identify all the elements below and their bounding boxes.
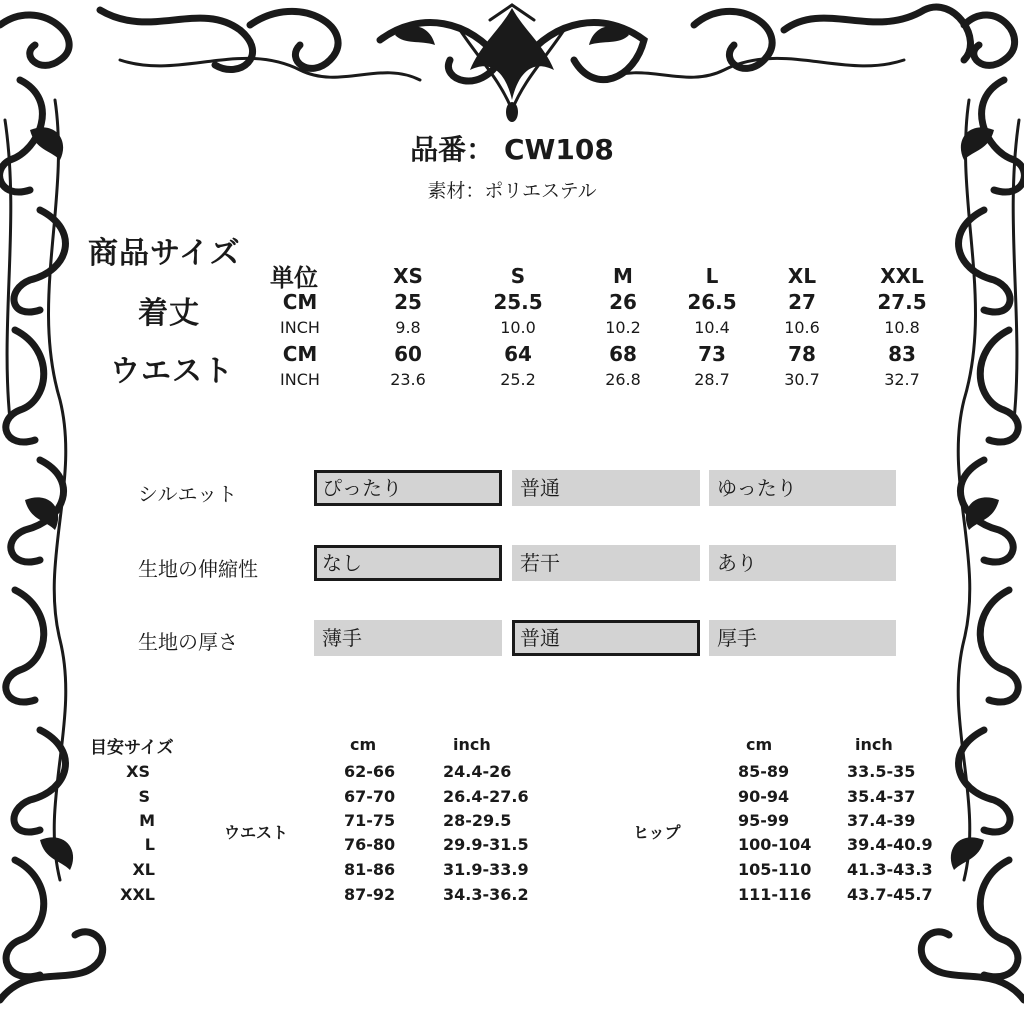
guide-hip-cm: 105-110 bbox=[738, 860, 812, 879]
waist-inch-value: 26.8 bbox=[605, 370, 641, 389]
length-label: 着丈 bbox=[138, 296, 200, 331]
waist-cm-value: 83 bbox=[888, 342, 916, 366]
waist-inch-value: 25.2 bbox=[500, 370, 536, 389]
product-code-label: 品番： bbox=[410, 133, 495, 166]
guide-hip-inch: 39.4-40.9 bbox=[847, 835, 933, 854]
length-inch-value: 10.0 bbox=[500, 318, 536, 337]
guide-waist-cm: 71-75 bbox=[344, 811, 396, 830]
guide-hip-label: ヒップ bbox=[633, 823, 681, 842]
guide-size: L bbox=[144, 835, 155, 854]
guide-size: M bbox=[139, 811, 155, 830]
size-header: XL bbox=[787, 264, 817, 288]
guide-waist-inch: 29.9-31.5 bbox=[443, 835, 529, 854]
product-code-heading bbox=[0, 128, 1024, 168]
guide-hip-cm-header: cm bbox=[746, 735, 773, 754]
length-cm-value: 25 bbox=[394, 290, 422, 314]
guide-waist-inch: 34.3-36.2 bbox=[443, 885, 529, 904]
guide-hip-cm: 95-99 bbox=[738, 811, 790, 830]
length-cm-value: 26.5 bbox=[687, 290, 737, 314]
silhouette-option: ぴったり bbox=[314, 470, 502, 506]
waist-cm-value: 64 bbox=[504, 342, 532, 366]
length-cm-value: 27.5 bbox=[877, 290, 927, 314]
length-cm-unit: CM bbox=[282, 290, 318, 314]
size-header: L bbox=[705, 264, 719, 288]
thickness-option: 普通 bbox=[512, 620, 700, 656]
guide-waist-inch-header: inch bbox=[453, 735, 491, 754]
waist-inch-value: 28.7 bbox=[694, 370, 730, 389]
guide-waist-inch: 26.4-27.6 bbox=[443, 787, 529, 806]
waist-cm-unit: CM bbox=[282, 342, 318, 366]
length-inch-value: 10.8 bbox=[884, 318, 920, 337]
guide-hip-cm: 100-104 bbox=[738, 835, 812, 854]
guide-hip-inch: 33.5-35 bbox=[847, 762, 916, 781]
guide-hip-inch: 37.4-39 bbox=[847, 811, 916, 830]
waist-label: ウエスト bbox=[110, 354, 234, 389]
guide-waist-cm: 67-70 bbox=[344, 787, 396, 806]
material-text: 素材：ポリエステル bbox=[427, 180, 597, 202]
length-inch-unit: INCH bbox=[280, 318, 320, 337]
size-guide-title: 目安サイズ bbox=[90, 738, 174, 758]
waist-cm-value: 73 bbox=[698, 342, 726, 366]
silhouette-option: 普通 bbox=[512, 470, 700, 506]
waist-cm-value: 60 bbox=[394, 342, 422, 366]
guide-size: XL bbox=[132, 860, 155, 879]
product-code: CW108 bbox=[503, 133, 614, 166]
waist-cm-value: 78 bbox=[788, 342, 816, 366]
thickness-option: 厚手 bbox=[709, 620, 896, 656]
guide-waist-inch: 31.9-33.9 bbox=[443, 860, 529, 879]
silhouette-option: ゆったり bbox=[709, 470, 896, 506]
length-cm-value: 27 bbox=[788, 290, 816, 314]
length-cm-value: 25.5 bbox=[493, 290, 543, 314]
guide-size: XS bbox=[126, 762, 150, 781]
stretch-label: 生地の伸縮性 bbox=[138, 557, 258, 581]
guide-size: XXL bbox=[120, 885, 155, 904]
stretch-option: なし bbox=[314, 545, 502, 581]
length-inch-value: 10.6 bbox=[784, 318, 820, 337]
stretch-option: あり bbox=[709, 545, 896, 581]
waist-cm-value: 68 bbox=[609, 342, 637, 366]
size-header: M bbox=[613, 264, 633, 288]
size-header: XXL bbox=[880, 264, 924, 288]
length-inch-value: 10.2 bbox=[605, 318, 641, 337]
guide-waist-label: ウエスト bbox=[224, 823, 289, 842]
waist-inch-unit: INCH bbox=[280, 370, 320, 389]
guide-size: S bbox=[138, 787, 150, 806]
waist-inch-value: 32.7 bbox=[884, 370, 920, 389]
guide-hip-cm: 111-116 bbox=[738, 885, 812, 904]
thickness-option: 薄手 bbox=[314, 620, 502, 656]
waist-inch-value: 30.7 bbox=[784, 370, 820, 389]
guide-waist-cm: 87-92 bbox=[344, 885, 396, 904]
guide-waist-cm: 62-66 bbox=[344, 762, 396, 781]
length-cm-value: 26 bbox=[609, 290, 637, 314]
waist-inch-value: 23.6 bbox=[390, 370, 426, 389]
stretch-option: 若干 bbox=[512, 545, 700, 581]
guide-hip-inch: 35.4-37 bbox=[847, 787, 916, 806]
guide-hip-inch-header: inch bbox=[855, 735, 893, 754]
guide-waist-cm: 76-80 bbox=[344, 835, 396, 854]
guide-hip-cm: 85-89 bbox=[738, 762, 790, 781]
length-inch-value: 10.4 bbox=[694, 318, 730, 337]
silhouette-label: シルエット bbox=[138, 482, 238, 506]
guide-hip-inch: 41.3-43.3 bbox=[847, 860, 933, 879]
length-inch-value: 9.8 bbox=[395, 318, 421, 337]
guide-waist-inch: 24.4-26 bbox=[443, 762, 512, 781]
size-table-title: 商品サイズ bbox=[88, 236, 241, 271]
unit-header: 単位 bbox=[270, 264, 318, 292]
size-header: XS bbox=[393, 264, 423, 288]
guide-waist-inch: 28-29.5 bbox=[443, 811, 512, 830]
size-header: S bbox=[510, 264, 526, 288]
guide-waist-cm: 81-86 bbox=[344, 860, 396, 879]
thickness-label: 生地の厚さ bbox=[138, 630, 238, 654]
guide-hip-cm: 90-94 bbox=[738, 787, 790, 806]
guide-waist-cm-header: cm bbox=[350, 735, 377, 754]
guide-hip-inch: 43.7-45.7 bbox=[847, 885, 933, 904]
